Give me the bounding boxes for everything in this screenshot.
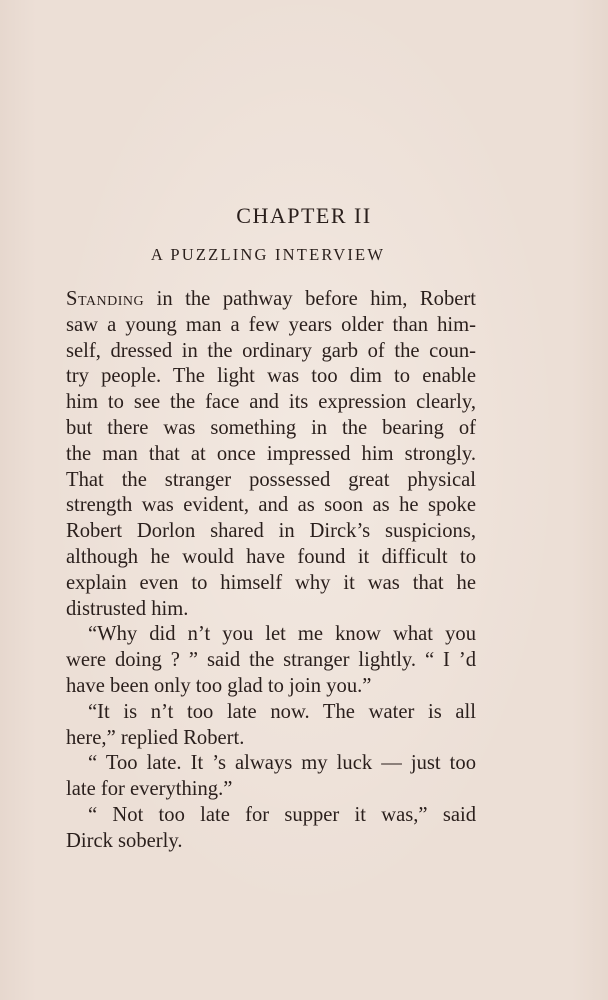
- text-line: Dirck soberly.: [66, 829, 183, 852]
- text-line: here,” replied Robert.: [66, 726, 245, 749]
- text-line: try people. The light was too dim to enable: [66, 365, 476, 388]
- text-line: “ Not too late for supper it was,” said: [88, 803, 476, 826]
- text-line: That the stranger possessed great physical: [66, 468, 476, 491]
- lead-word: Standing: [66, 288, 145, 310]
- text-line: late for everything.”: [66, 778, 233, 801]
- text-line: [66, 287, 476, 313]
- chapter-title: CHAPTER II: [236, 203, 372, 228]
- text-line: him to see the face and its expression clearly,: [66, 391, 476, 414]
- text-line: explain even to himself why it was that he: [66, 571, 476, 594]
- text-line: although he would have found it difficult to: [66, 545, 476, 568]
- text-line: Robert Dorlon shared in Dirck’s suspicions,: [66, 520, 476, 543]
- line-text: in the pathway before him, Robert: [144, 288, 476, 310]
- text-line: have been only too glad to join you.”: [66, 674, 372, 697]
- text-line: self, dressed in the ordinary garb of the coun-: [66, 339, 476, 362]
- text-line: “Why did n’t you let me know what you: [88, 623, 476, 646]
- text-line: were doing ? ” said the stranger lightly. “ I ’d: [66, 649, 476, 672]
- text-line: but there was something in the bearing of: [66, 416, 476, 439]
- text-line: the man that at once impressed him strongly.: [66, 442, 476, 465]
- body-text: [66, 287, 476, 855]
- text-line: distrusted him.: [66, 597, 189, 620]
- text-line: “ Too late. It ’s always my luck — just too: [88, 752, 476, 775]
- chapter-subtitle: A PUZZLING INTERVIEW: [150, 245, 386, 264]
- text-line: strength was evident, and as soon as he spoke: [66, 494, 476, 517]
- text-line: “It is n’t too late now. The water is all: [88, 700, 476, 723]
- text-line: saw a young man a few years older than him-: [66, 313, 476, 336]
